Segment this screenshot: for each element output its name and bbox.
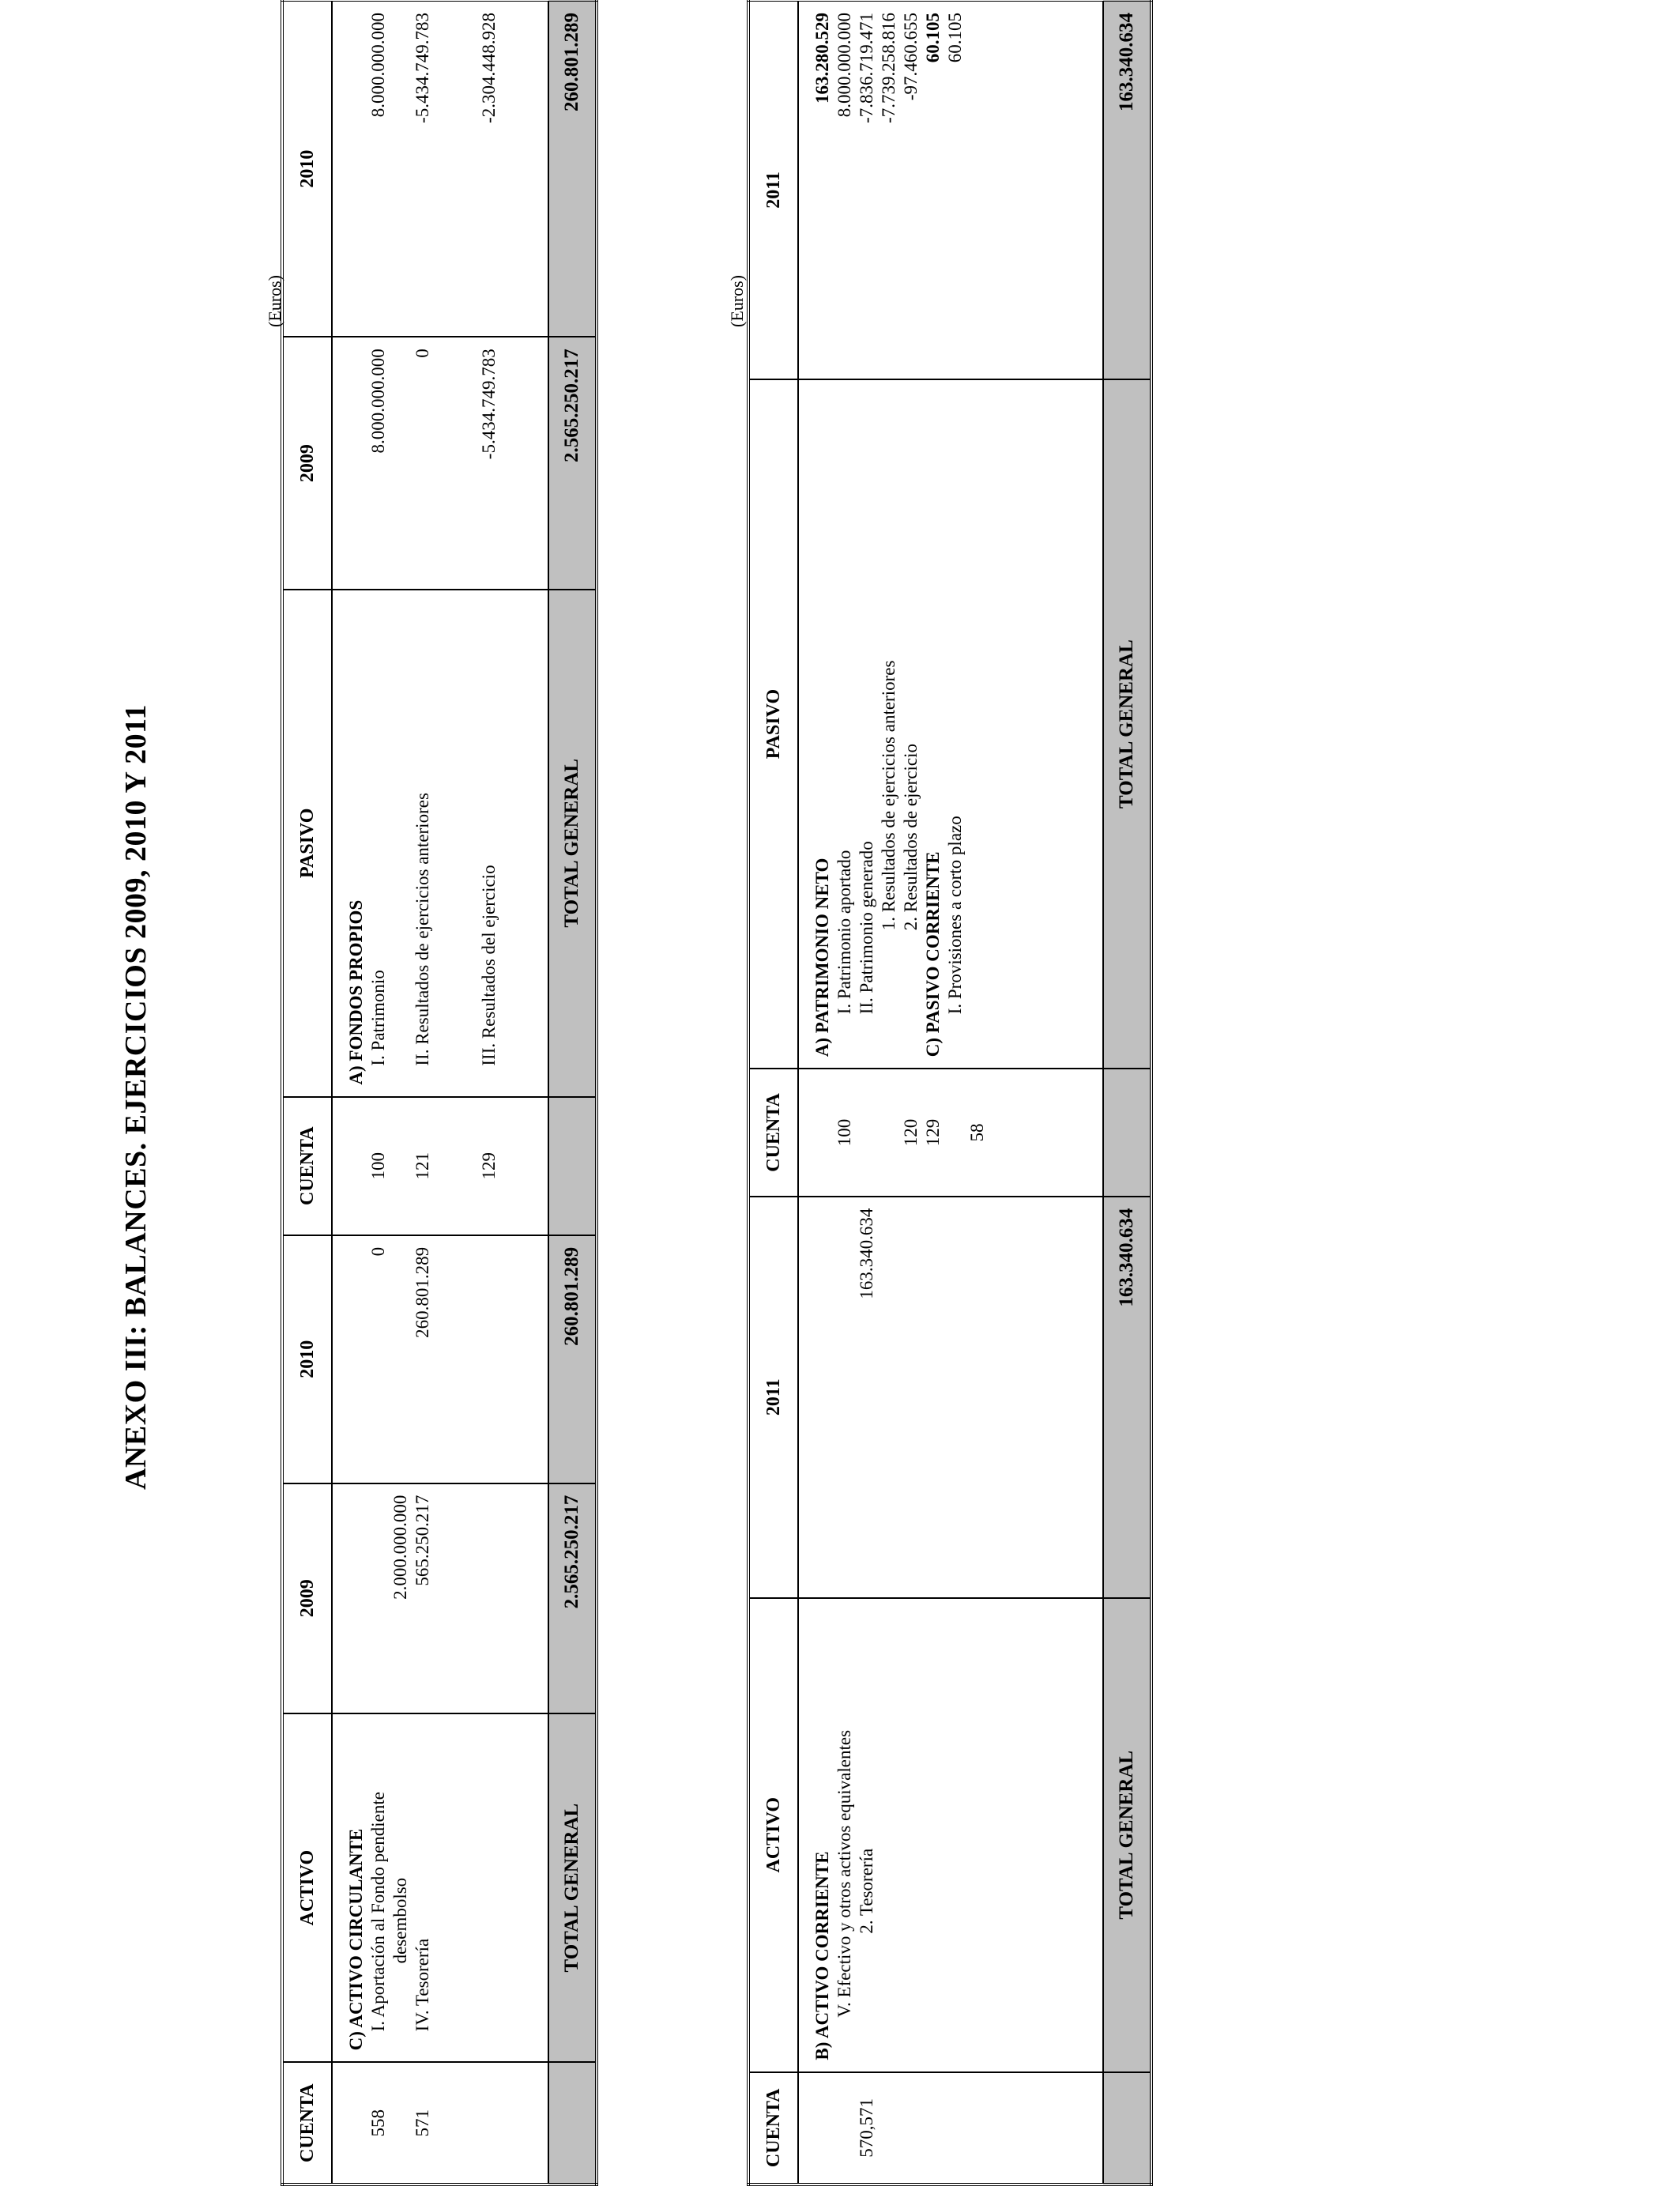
value-cell: 260.801.289 xyxy=(412,1246,432,1338)
value-cell: -97.460.655 xyxy=(901,13,921,101)
cuenta-value: 571 xyxy=(412,2109,432,2137)
col-header-2010: 2010 xyxy=(282,1235,332,1483)
cuenta-column xyxy=(332,2062,548,2185)
table-header-row xyxy=(748,0,798,2185)
col-header-activo: ACTIVO xyxy=(282,1713,332,2063)
col-header-activo: ACTIVO xyxy=(748,1598,798,2072)
activo-column xyxy=(332,1713,548,2063)
section-heading: C) PASIVO CORRIENTE xyxy=(923,851,943,1057)
value-cell: 60.105 xyxy=(945,13,965,63)
cuenta-column xyxy=(798,2072,1103,2185)
total-value: 2.565.250.217 xyxy=(548,337,597,590)
cuenta-value: 120 xyxy=(901,1118,921,1147)
value-column-2011 xyxy=(798,0,1103,379)
row-label: I. Patrimonio aportado xyxy=(834,850,854,1015)
total-row xyxy=(1103,0,1151,2185)
value-cell: -5.434.749.783 xyxy=(479,349,499,460)
value-cell: 2.000.000.000 xyxy=(390,1495,410,1600)
value-cell: -5.434.749.783 xyxy=(412,13,432,123)
section-heading: A) PATRIMONIO NETO xyxy=(812,858,832,1057)
value-column-2010 xyxy=(332,1235,548,1483)
cuenta-value: 100 xyxy=(368,1152,388,1180)
value-cell: 163.340.634 xyxy=(857,1208,876,1299)
value-cell: -7.836.719.471 xyxy=(857,13,876,123)
cuenta-value: 100 xyxy=(834,1118,854,1147)
total-row xyxy=(548,0,597,2185)
row-label: 2. Resultados de ejercicio xyxy=(901,743,921,931)
value-column-2010 xyxy=(332,0,548,337)
page-title: ANEXO III: BALANCES. EJERCICIOS 2009, 2010 Y 2011 xyxy=(119,704,153,1491)
table-header-row xyxy=(282,0,332,2185)
col-header-cuenta: CUENTA xyxy=(748,1069,798,1196)
value-column-2009 xyxy=(332,1483,548,1713)
total-value: 163.340.634 xyxy=(1103,1197,1151,1598)
total-label: TOTAL GENERAL xyxy=(1103,1598,1151,2072)
value-cell: 8.000.000.000 xyxy=(368,13,388,118)
value-column-2009 xyxy=(332,337,548,590)
section-heading: B) ACTIVO CORRIENTE xyxy=(812,1851,832,2060)
col-header-pasivo: PASIVO xyxy=(748,379,798,1069)
section-value: 60.105 xyxy=(923,13,943,63)
value-cell: -2.304.448.928 xyxy=(479,13,499,123)
row-label: V. Efectivo y otros activos equivalentes xyxy=(834,1729,854,2018)
unit-label-table1: (Euros) xyxy=(265,275,284,327)
total-value: 260.801.289 xyxy=(548,0,597,337)
cuenta-value: 558 xyxy=(368,2109,388,2137)
balance-table-2009-2010 xyxy=(281,0,598,2186)
total-label: TOTAL GENERAL xyxy=(548,590,597,1097)
cuenta-value: 121 xyxy=(412,1152,432,1180)
row-label: I. Patrimonio xyxy=(368,970,388,1066)
table-body-row xyxy=(798,0,1103,2185)
row-label: III. Resultados del ejercicio xyxy=(479,865,499,1066)
cuenta-value: 570,571 xyxy=(857,2098,876,2158)
pasivo-column xyxy=(798,379,1103,1069)
col-header-cuenta: CUENTA xyxy=(282,2062,332,2185)
col-header-cuenta: CUENTA xyxy=(282,1097,332,1235)
section-value: 163.280.529 xyxy=(812,13,832,104)
row-label: I. Provisiones a corto plazo xyxy=(945,816,965,1015)
cuenta-value: 129 xyxy=(479,1152,499,1180)
row-label: II. Resultados de ejercicios anteriores xyxy=(412,793,432,1066)
value-cell: 565.250.217 xyxy=(412,1495,432,1586)
col-header-2010: 2010 xyxy=(282,0,332,337)
total-label: TOTAL GENERAL xyxy=(1103,379,1151,1069)
total-value: 260.801.289 xyxy=(548,1235,597,1483)
unit-label-table2: (Euros) xyxy=(727,275,747,327)
total-value: 163.340.634 xyxy=(1103,0,1151,379)
value-column-2011 xyxy=(798,1197,1103,1598)
pasivo-column xyxy=(332,590,548,1097)
cuenta-value: 129 xyxy=(923,1118,943,1147)
col-header-pasivo: PASIVO xyxy=(282,590,332,1097)
row-label: 2. Tesorería xyxy=(857,1848,876,1934)
row-label: I. Aportación al Fondo pendiente xyxy=(368,1792,388,2032)
value-cell: 8.000.000.000 xyxy=(834,13,854,118)
section-heading: A) FONDOS PROPIOS xyxy=(346,899,366,1085)
total-label: TOTAL GENERAL xyxy=(548,1713,597,2063)
col-header-2009: 2009 xyxy=(282,1483,332,1713)
row-label: II. Patrimonio generado xyxy=(857,841,876,1015)
cuenta-value: 58 xyxy=(967,1123,987,1142)
total-value: 2.565.250.217 xyxy=(548,1483,597,1713)
value-cell: 0 xyxy=(368,1246,388,1257)
row-label: 1. Resultados de ejercicios anteriores xyxy=(879,660,898,931)
col-header-2011: 2011 xyxy=(748,1197,798,1598)
value-cell: 8.000.000.000 xyxy=(368,349,388,454)
col-header-cuenta: CUENTA xyxy=(748,2072,798,2185)
row-label: desembolso xyxy=(390,1877,410,1964)
row-label: IV. Tesorería xyxy=(412,1938,432,2032)
value-cell: -7.739.258.816 xyxy=(879,13,898,123)
value-cell: 0 xyxy=(412,349,432,358)
activo-column xyxy=(798,1598,1103,2072)
col-header-2009: 2009 xyxy=(282,337,332,590)
section-heading: C) ACTIVO CIRCULANTE xyxy=(346,1828,366,2051)
table-body-row xyxy=(332,0,548,2185)
balance-table-2011 xyxy=(747,0,1153,2186)
col-header-2011: 2011 xyxy=(748,0,798,379)
cuenta-column xyxy=(798,1069,1103,1196)
cuenta-column xyxy=(332,1097,548,1235)
